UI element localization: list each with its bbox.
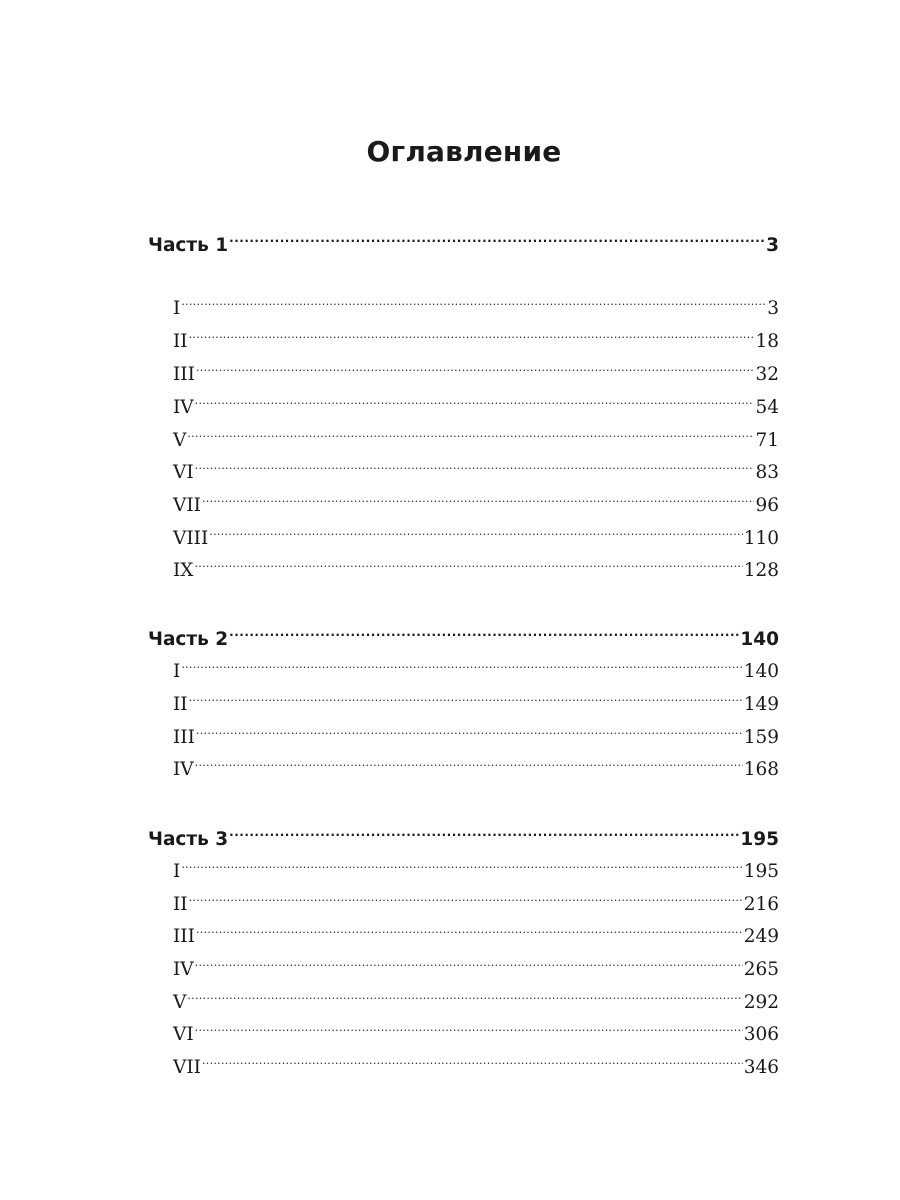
dot-leader (195, 745, 743, 775)
toc-chapter-label: VI (173, 1024, 194, 1045)
dot-leader (187, 978, 742, 1008)
toc-chapter-label: IV (173, 959, 194, 980)
toc-chapter-label: VIII (173, 528, 209, 549)
toc-entry[interactable] (173, 481, 779, 516)
toc-entry[interactable] (173, 350, 779, 385)
dot-leader (181, 847, 742, 877)
toc-entry[interactable] (173, 713, 779, 748)
toc-chapter-label: VII (173, 495, 201, 516)
toc-page-number: 110 (743, 528, 779, 549)
toc-part-3[interactable] (148, 815, 779, 850)
toc-chapter-label: II (173, 694, 188, 715)
toc-page-number: 3 (766, 235, 779, 256)
dot-leader (202, 1043, 743, 1073)
dot-leader (189, 317, 755, 347)
dot-leader (195, 448, 755, 478)
dot-leader (189, 880, 743, 910)
toc-entry[interactable] (173, 416, 779, 451)
toc-chapter-label: V (173, 992, 187, 1013)
dot-leader (229, 815, 739, 845)
toc-page-number: 249 (743, 926, 779, 947)
toc-entry[interactable] (173, 647, 779, 682)
toc-page-number: 265 (743, 959, 779, 980)
toc-page-number: 83 (755, 462, 779, 483)
toc-page-number: 168 (743, 759, 779, 780)
toc-page-number: 216 (743, 894, 779, 915)
toc-chapter-label: IX (173, 560, 194, 581)
toc-page-number: 96 (755, 495, 779, 516)
page-title: Оглавление (366, 135, 562, 168)
toc-entry[interactable] (173, 945, 779, 980)
toc-chapter-label: VI (173, 462, 194, 483)
toc-page-number: 140 (740, 629, 779, 650)
toc-entry[interactable] (173, 448, 779, 483)
toc-page-number: 71 (755, 430, 779, 451)
dot-leader (196, 713, 743, 743)
dot-leader (195, 945, 743, 975)
toc-chapter-label: III (173, 364, 195, 385)
toc-page-number: 292 (743, 992, 779, 1013)
toc-part-label: Часть 2 (148, 629, 229, 650)
toc-chapter-label: I (173, 661, 181, 682)
toc-entry[interactable] (173, 514, 779, 549)
toc-chapter-label: III (173, 727, 195, 748)
toc-page-number: 306 (743, 1024, 779, 1045)
toc-page-number: 18 (755, 331, 779, 352)
dot-leader (187, 416, 754, 446)
toc-entry[interactable] (173, 1043, 779, 1078)
dot-leader (181, 284, 766, 314)
dot-leader (196, 350, 755, 380)
dot-leader (194, 546, 742, 576)
toc-page-number: 140 (743, 661, 779, 682)
toc-chapter-label: V (173, 430, 187, 451)
toc-part-label: Часть 1 (148, 235, 229, 256)
toc-part-label: Часть 3 (148, 829, 229, 850)
toc-page-number: 3 (767, 298, 779, 319)
toc-entry[interactable] (173, 978, 779, 1013)
dot-leader (189, 680, 743, 710)
toc-page-number: 346 (743, 1057, 779, 1078)
dot-leader (229, 221, 765, 251)
toc-entry[interactable] (173, 680, 779, 715)
toc-page-number: 195 (743, 861, 779, 882)
toc-chapter-label: III (173, 926, 195, 947)
toc-chapter-label: II (173, 331, 188, 352)
toc-page-number: 128 (743, 560, 779, 581)
dot-leader (229, 615, 739, 645)
dot-leader (195, 383, 755, 413)
toc-entry[interactable] (173, 1010, 779, 1045)
toc-page-number: 149 (743, 694, 779, 715)
dot-leader (181, 647, 742, 677)
toc-chapter-label: II (173, 894, 188, 915)
toc-entry[interactable] (173, 284, 779, 319)
toc-part-2[interactable] (148, 615, 779, 650)
toc-chapter-label: VII (173, 1057, 201, 1078)
toc-part-1[interactable] (148, 221, 779, 256)
dot-leader (195, 1010, 743, 1040)
dot-leader (209, 514, 742, 544)
toc-entry[interactable] (173, 847, 779, 882)
toc-page-number: 32 (755, 364, 779, 385)
toc-chapter-label: IV (173, 759, 194, 780)
toc-entry[interactable] (173, 912, 779, 947)
toc-chapter-label: I (173, 298, 181, 319)
toc-chapter-label: IV (173, 397, 194, 418)
dot-leader (202, 481, 754, 511)
toc-entry[interactable] (173, 383, 779, 418)
toc-entry[interactable] (173, 317, 779, 352)
toc-page-number: 54 (755, 397, 779, 418)
toc-page-number: 195 (740, 829, 779, 850)
toc-entry[interactable] (173, 546, 779, 581)
toc-entry[interactable] (173, 880, 779, 915)
dot-leader (196, 912, 743, 942)
toc-chapter-label: I (173, 861, 181, 882)
toc-entry[interactable] (173, 745, 779, 780)
toc-page-number: 159 (743, 727, 779, 748)
